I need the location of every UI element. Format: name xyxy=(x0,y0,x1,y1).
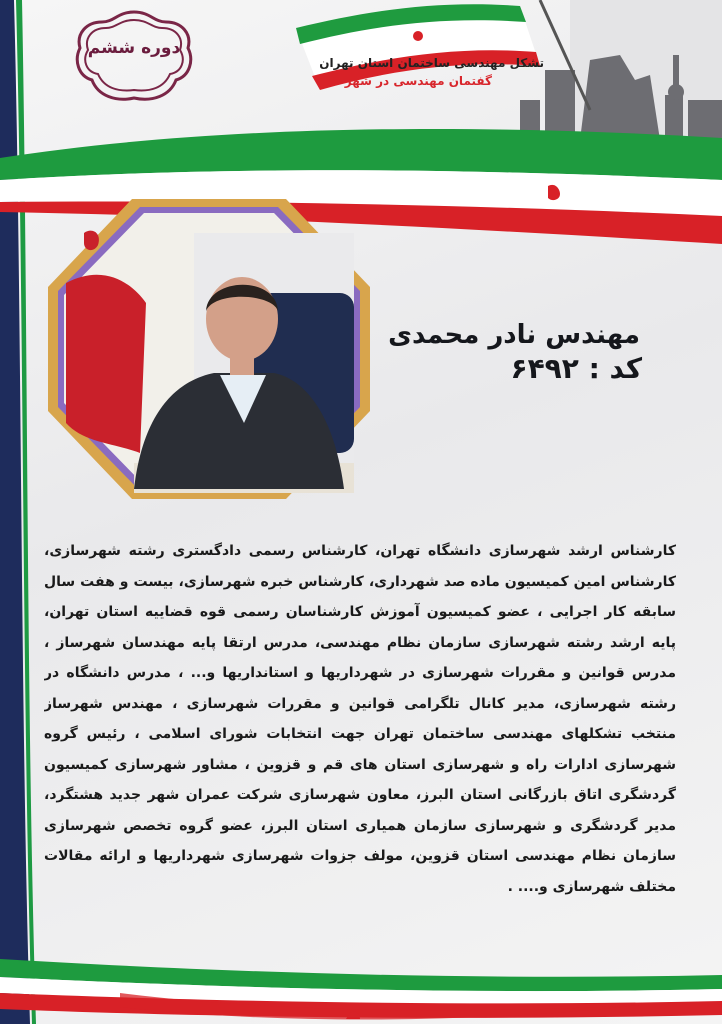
biography-text: کارشناس ارشد شهرسازی دانشگاه تهران، کارشناس رسمی دادگستری رشته شهرسازی، کارشناس امین کمیسیون ماده صد شهرداری، کارشناس خبره شهرسازی، بیست و هفت سال سابقه کار اجرایی ، عضو کمیسیون آموزش کارشناسان رسمی قوه قضاییه استان تهران، پایه ارشد رشته شهرسازی سازمان نظام مهندسی، مدرس ارتقا پایه مهندسان شهرساز ، مدرس قوانین و مقررات شهرسازی در شهرداریها و استانداریها و... ، مدرس دانشگاه در رشته شهرسازی، مدیر کانال تلگرامی قوانین و مقررات شهرسازی ، مهندس شهرساز منتخب تشکلهای مهندسی ساختمان تهران جهت انتخابات شورای اسلامی ، رئیس گروه شهرسازی ادارات راه و شهرسازی استان های قم و قزوین ، مشاور شهرسازی کمیسیون گردشگری اتاق بازرگانی استان البرز، معاون شهرسازی شرکت عمران شهر جدید هشتگرد، مدیر گردشگری و شهرسازی سازمان همیاری استان البرز، عضو گروه تخصص شهرسازی سازمان نظام مهندسی استان قزوین، مولف جزوات شهرسازی شهرداریها و ارائه مقالات مختلف شهرسازی و.... . xyxy=(44,543,676,895)
bottom-flag-band xyxy=(0,955,722,1024)
header-subtitle: گفتمان مهندسی در شهر xyxy=(344,74,492,88)
code-value: ۶۴۹۲ xyxy=(510,352,579,385)
code-label: کد : xyxy=(588,352,642,385)
portrait-photo xyxy=(44,193,374,505)
person-name: مهندس نادر محمدی xyxy=(388,320,640,350)
period-badge-label: دوره ششم xyxy=(87,38,181,58)
period-badge-icon xyxy=(70,8,198,108)
header-title: تشکل مهندسی ساختمان استان تهران xyxy=(319,56,544,70)
member-code xyxy=(510,352,642,385)
